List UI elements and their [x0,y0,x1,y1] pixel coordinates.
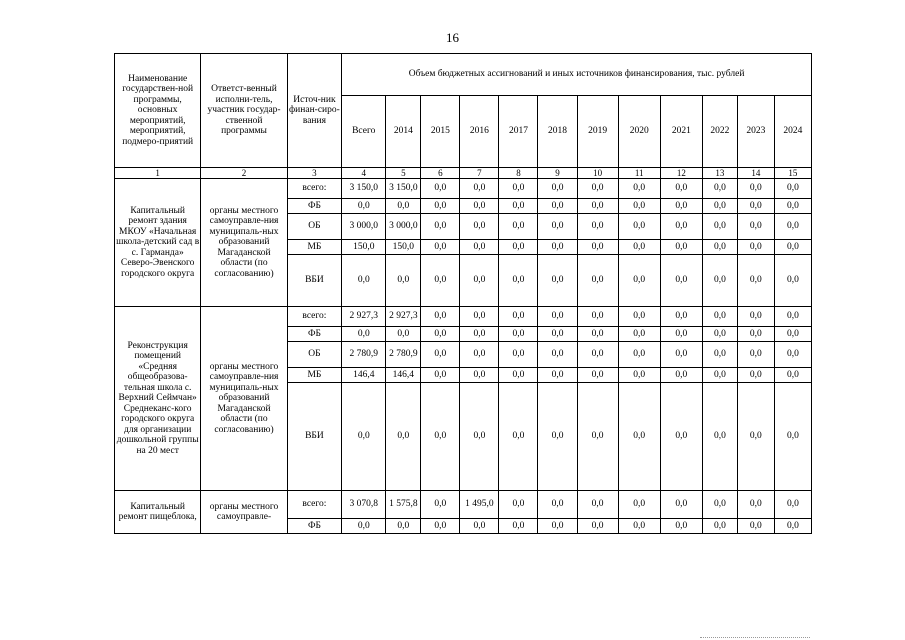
value-cell: 0,0 [499,214,538,240]
value-cell: 0,0 [538,342,577,368]
value-cell: 0,0 [702,327,737,342]
total-cell: 150,0 [342,240,386,255]
value-cell: 0,0 [386,383,421,491]
header-year: 2020 [618,96,660,168]
budget-table [114,53,812,534]
value-cell: 0,0 [538,214,577,240]
value-cell: 0,0 [737,179,774,199]
executor-cell: органы местного самоуправле- [201,491,287,534]
value-cell: 0,0 [460,368,499,383]
value-cell: 0,0 [386,255,421,307]
value-cell: 0,0 [737,491,774,519]
value-cell: 0,0 [499,240,538,255]
value-cell: 0,0 [460,383,499,491]
value-cell: 0,0 [577,307,618,327]
source-cell: ВБИ [287,383,341,491]
value-cell: 0,0 [660,342,702,368]
value-cell: 0,0 [774,307,811,327]
value-cell: 0,0 [577,179,618,199]
value-cell: 0,0 [577,342,618,368]
value-cell: 0,0 [618,342,660,368]
header-source: Источ-ник финан-сиро-вания [287,54,341,168]
source-cell: ФБ [287,519,341,534]
source-cell: всего: [287,307,341,327]
value-cell: 0,0 [499,383,538,491]
value-cell: 0,0 [499,307,538,327]
value-cell: 0,0 [737,342,774,368]
value-cell: 0,0 [421,199,460,214]
value-cell: 0,0 [577,327,618,342]
value-cell: 0,0 [538,199,577,214]
value-cell: 0,0 [499,519,538,534]
value-cell: 0,0 [618,368,660,383]
value-cell: 0,0 [774,491,811,519]
source-cell: ОБ [287,342,341,368]
value-cell: 0,0 [774,383,811,491]
value-cell: 0,0 [774,214,811,240]
value-cell: 0,0 [386,199,421,214]
value-cell: 0,0 [774,240,811,255]
column-number: 9 [538,168,577,179]
value-cell: 0,0 [774,368,811,383]
program-name-cell: Капитальный ремонт здания МКОУ «Начальная школа-детский сад в с. Гарманда» Северо-Эвенского городского округа [115,179,201,307]
value-cell: 0,0 [737,519,774,534]
total-cell: 3 070,8 [342,491,386,519]
header-year: 2015 [421,96,460,168]
total-cell: 0,0 [342,199,386,214]
value-cell: 0,0 [737,214,774,240]
value-cell: 0,0 [660,491,702,519]
value-cell: 0,0 [774,327,811,342]
value-cell: 0,0 [660,255,702,307]
value-cell: 0,0 [499,368,538,383]
value-cell: 0,0 [460,240,499,255]
total-cell: 3 000,0 [342,214,386,240]
value-cell: 0,0 [618,383,660,491]
value-cell: 0,0 [499,491,538,519]
value-cell: 0,0 [774,255,811,307]
value-cell: 0,0 [460,519,499,534]
header-year: 2024 [774,96,811,168]
source-cell: МБ [287,240,341,255]
value-cell: 150,0 [386,240,421,255]
value-cell: 0,0 [421,491,460,519]
value-cell: 0,0 [538,368,577,383]
value-cell: 0,0 [577,368,618,383]
value-cell: 0,0 [421,342,460,368]
value-cell: 0,0 [538,179,577,199]
column-number: 15 [774,168,811,179]
total-cell: 2 780,9 [342,342,386,368]
value-cell: 0,0 [577,240,618,255]
value-cell: 0,0 [618,199,660,214]
value-cell: 146,4 [386,368,421,383]
value-cell: 0,0 [660,519,702,534]
value-cell: 0,0 [577,214,618,240]
column-number: 13 [702,168,737,179]
executor-cell: органы местного самоуправле-ния муниципаль-ных образований Магаданской области (по согласованию) [201,179,287,307]
total-cell: 0,0 [342,519,386,534]
value-cell: 0,0 [538,307,577,327]
value-cell: 0,0 [660,179,702,199]
value-cell: 0,0 [421,179,460,199]
header-funding-title: Объем бюджетных ассигнований и иных источников финансирования, тыс. рублей [342,54,812,96]
value-cell: 0,0 [577,255,618,307]
value-cell: 0,0 [702,179,737,199]
header-total: Всего [342,96,386,168]
value-cell: 0,0 [737,307,774,327]
value-cell: 0,0 [499,179,538,199]
value-cell: 0,0 [577,383,618,491]
total-cell: 146,4 [342,368,386,383]
value-cell: 0,0 [460,342,499,368]
total-cell: 0,0 [342,255,386,307]
column-number: 7 [460,168,499,179]
column-number: 3 [287,168,341,179]
column-number: 1 [115,168,201,179]
value-cell: 0,0 [660,368,702,383]
column-number: 11 [618,168,660,179]
source-cell: ФБ [287,199,341,214]
program-name-cell: Реконструкция помещений «Средняя общеобразова-тельная школа с. Верхний Сеймчан» Среднеканс-кого городского округа для организации дошкольной группы на 20 мест [115,307,201,491]
value-cell: 3 150,0 [386,179,421,199]
value-cell: 0,0 [421,255,460,307]
value-cell: 0,0 [702,199,737,214]
value-cell: 0,0 [774,199,811,214]
value-cell: 0,0 [737,368,774,383]
value-cell: 0,0 [421,368,460,383]
header-program-name: Наименование государствен-ной программы, основных мероприятий, мероприятий, подмеро-приятий [115,54,201,168]
header-year: 2018 [538,96,577,168]
column-number: 2 [201,168,287,179]
value-cell: 0,0 [660,307,702,327]
value-cell: 0,0 [618,307,660,327]
value-cell: 0,0 [618,214,660,240]
value-cell: 0,0 [702,240,737,255]
column-number: 5 [386,168,421,179]
value-cell: 0,0 [737,383,774,491]
value-cell: 0,0 [618,491,660,519]
value-cell: 0,0 [421,240,460,255]
value-cell: 0,0 [660,327,702,342]
value-cell: 0,0 [737,327,774,342]
value-cell: 0,0 [660,240,702,255]
value-cell: 2 780,9 [386,342,421,368]
value-cell: 0,0 [386,327,421,342]
value-cell: 0,0 [702,491,737,519]
program-name-cell: Капитальный ремонт пищеблока, [115,491,201,534]
header-year: 2017 [499,96,538,168]
value-cell: 0,0 [737,255,774,307]
value-cell: 0,0 [538,327,577,342]
value-cell: 0,0 [421,307,460,327]
value-cell: 0,0 [660,199,702,214]
executor-cell: органы местного самоуправле-ния муниципаль-ных образований Магаданской области (по согласованию) [201,307,287,491]
value-cell: 0,0 [499,327,538,342]
value-cell: 0,0 [660,383,702,491]
total-cell: 0,0 [342,327,386,342]
value-cell: 0,0 [702,255,737,307]
page-bottom-mark [700,637,810,638]
value-cell: 0,0 [774,342,811,368]
header-year: 2019 [577,96,618,168]
column-number: 4 [342,168,386,179]
value-cell: 0,0 [499,199,538,214]
value-cell: 0,0 [702,368,737,383]
value-cell: 0,0 [460,179,499,199]
value-cell: 0,0 [660,214,702,240]
value-cell: 1 495,0 [460,491,499,519]
value-cell: 0,0 [618,240,660,255]
value-cell: 0,0 [702,342,737,368]
source-cell: ФБ [287,327,341,342]
value-cell: 0,0 [538,240,577,255]
table-row [115,491,812,519]
value-cell: 0,0 [460,214,499,240]
header-year: 2021 [660,96,702,168]
value-cell: 0,0 [702,519,737,534]
column-number: 10 [577,168,618,179]
value-cell: 0,0 [499,255,538,307]
page-number: 16 [446,30,459,45]
value-cell: 2 927,3 [386,307,421,327]
value-cell: 0,0 [577,491,618,519]
value-cell: 0,0 [421,214,460,240]
value-cell: 0,0 [538,491,577,519]
header-executor: Ответст-венный исполни-тель, участник государ-ственной программы [201,54,287,168]
header-year: 2016 [460,96,499,168]
header-year: 2014 [386,96,421,168]
value-cell: 0,0 [421,383,460,491]
total-cell: 0,0 [342,383,386,491]
source-cell: МБ [287,368,341,383]
value-cell: 3 000,0 [386,214,421,240]
value-cell: 0,0 [577,519,618,534]
total-cell: 3 150,0 [342,179,386,199]
value-cell: 0,0 [538,255,577,307]
value-cell: 0,0 [460,307,499,327]
source-cell: всего: [287,491,341,519]
value-cell: 0,0 [737,240,774,255]
value-cell: 0,0 [774,519,811,534]
value-cell: 0,0 [460,255,499,307]
value-cell: 0,0 [774,179,811,199]
source-cell: ВБИ [287,255,341,307]
value-cell: 0,0 [618,327,660,342]
value-cell: 0,0 [737,199,774,214]
value-cell: 0,0 [460,327,499,342]
source-cell: всего: [287,179,341,199]
value-cell: 0,0 [618,255,660,307]
value-cell: 0,0 [538,519,577,534]
table-row [115,307,812,327]
column-number: 8 [499,168,538,179]
value-cell: 0,0 [577,199,618,214]
value-cell: 0,0 [702,307,737,327]
column-number: 14 [737,168,774,179]
value-cell: 0,0 [421,327,460,342]
value-cell: 0,0 [702,214,737,240]
value-cell: 0,0 [618,519,660,534]
value-cell: 0,0 [538,383,577,491]
column-number: 6 [421,168,460,179]
value-cell: 0,0 [618,179,660,199]
table-row [115,179,812,199]
value-cell: 0,0 [386,519,421,534]
source-cell: ОБ [287,214,341,240]
value-cell: 1 575,8 [386,491,421,519]
value-cell: 0,0 [499,342,538,368]
header-year: 2022 [702,96,737,168]
header-year: 2023 [737,96,774,168]
value-cell: 0,0 [460,199,499,214]
value-cell: 0,0 [421,519,460,534]
total-cell: 2 927,3 [342,307,386,327]
value-cell: 0,0 [702,383,737,491]
column-number: 12 [660,168,702,179]
